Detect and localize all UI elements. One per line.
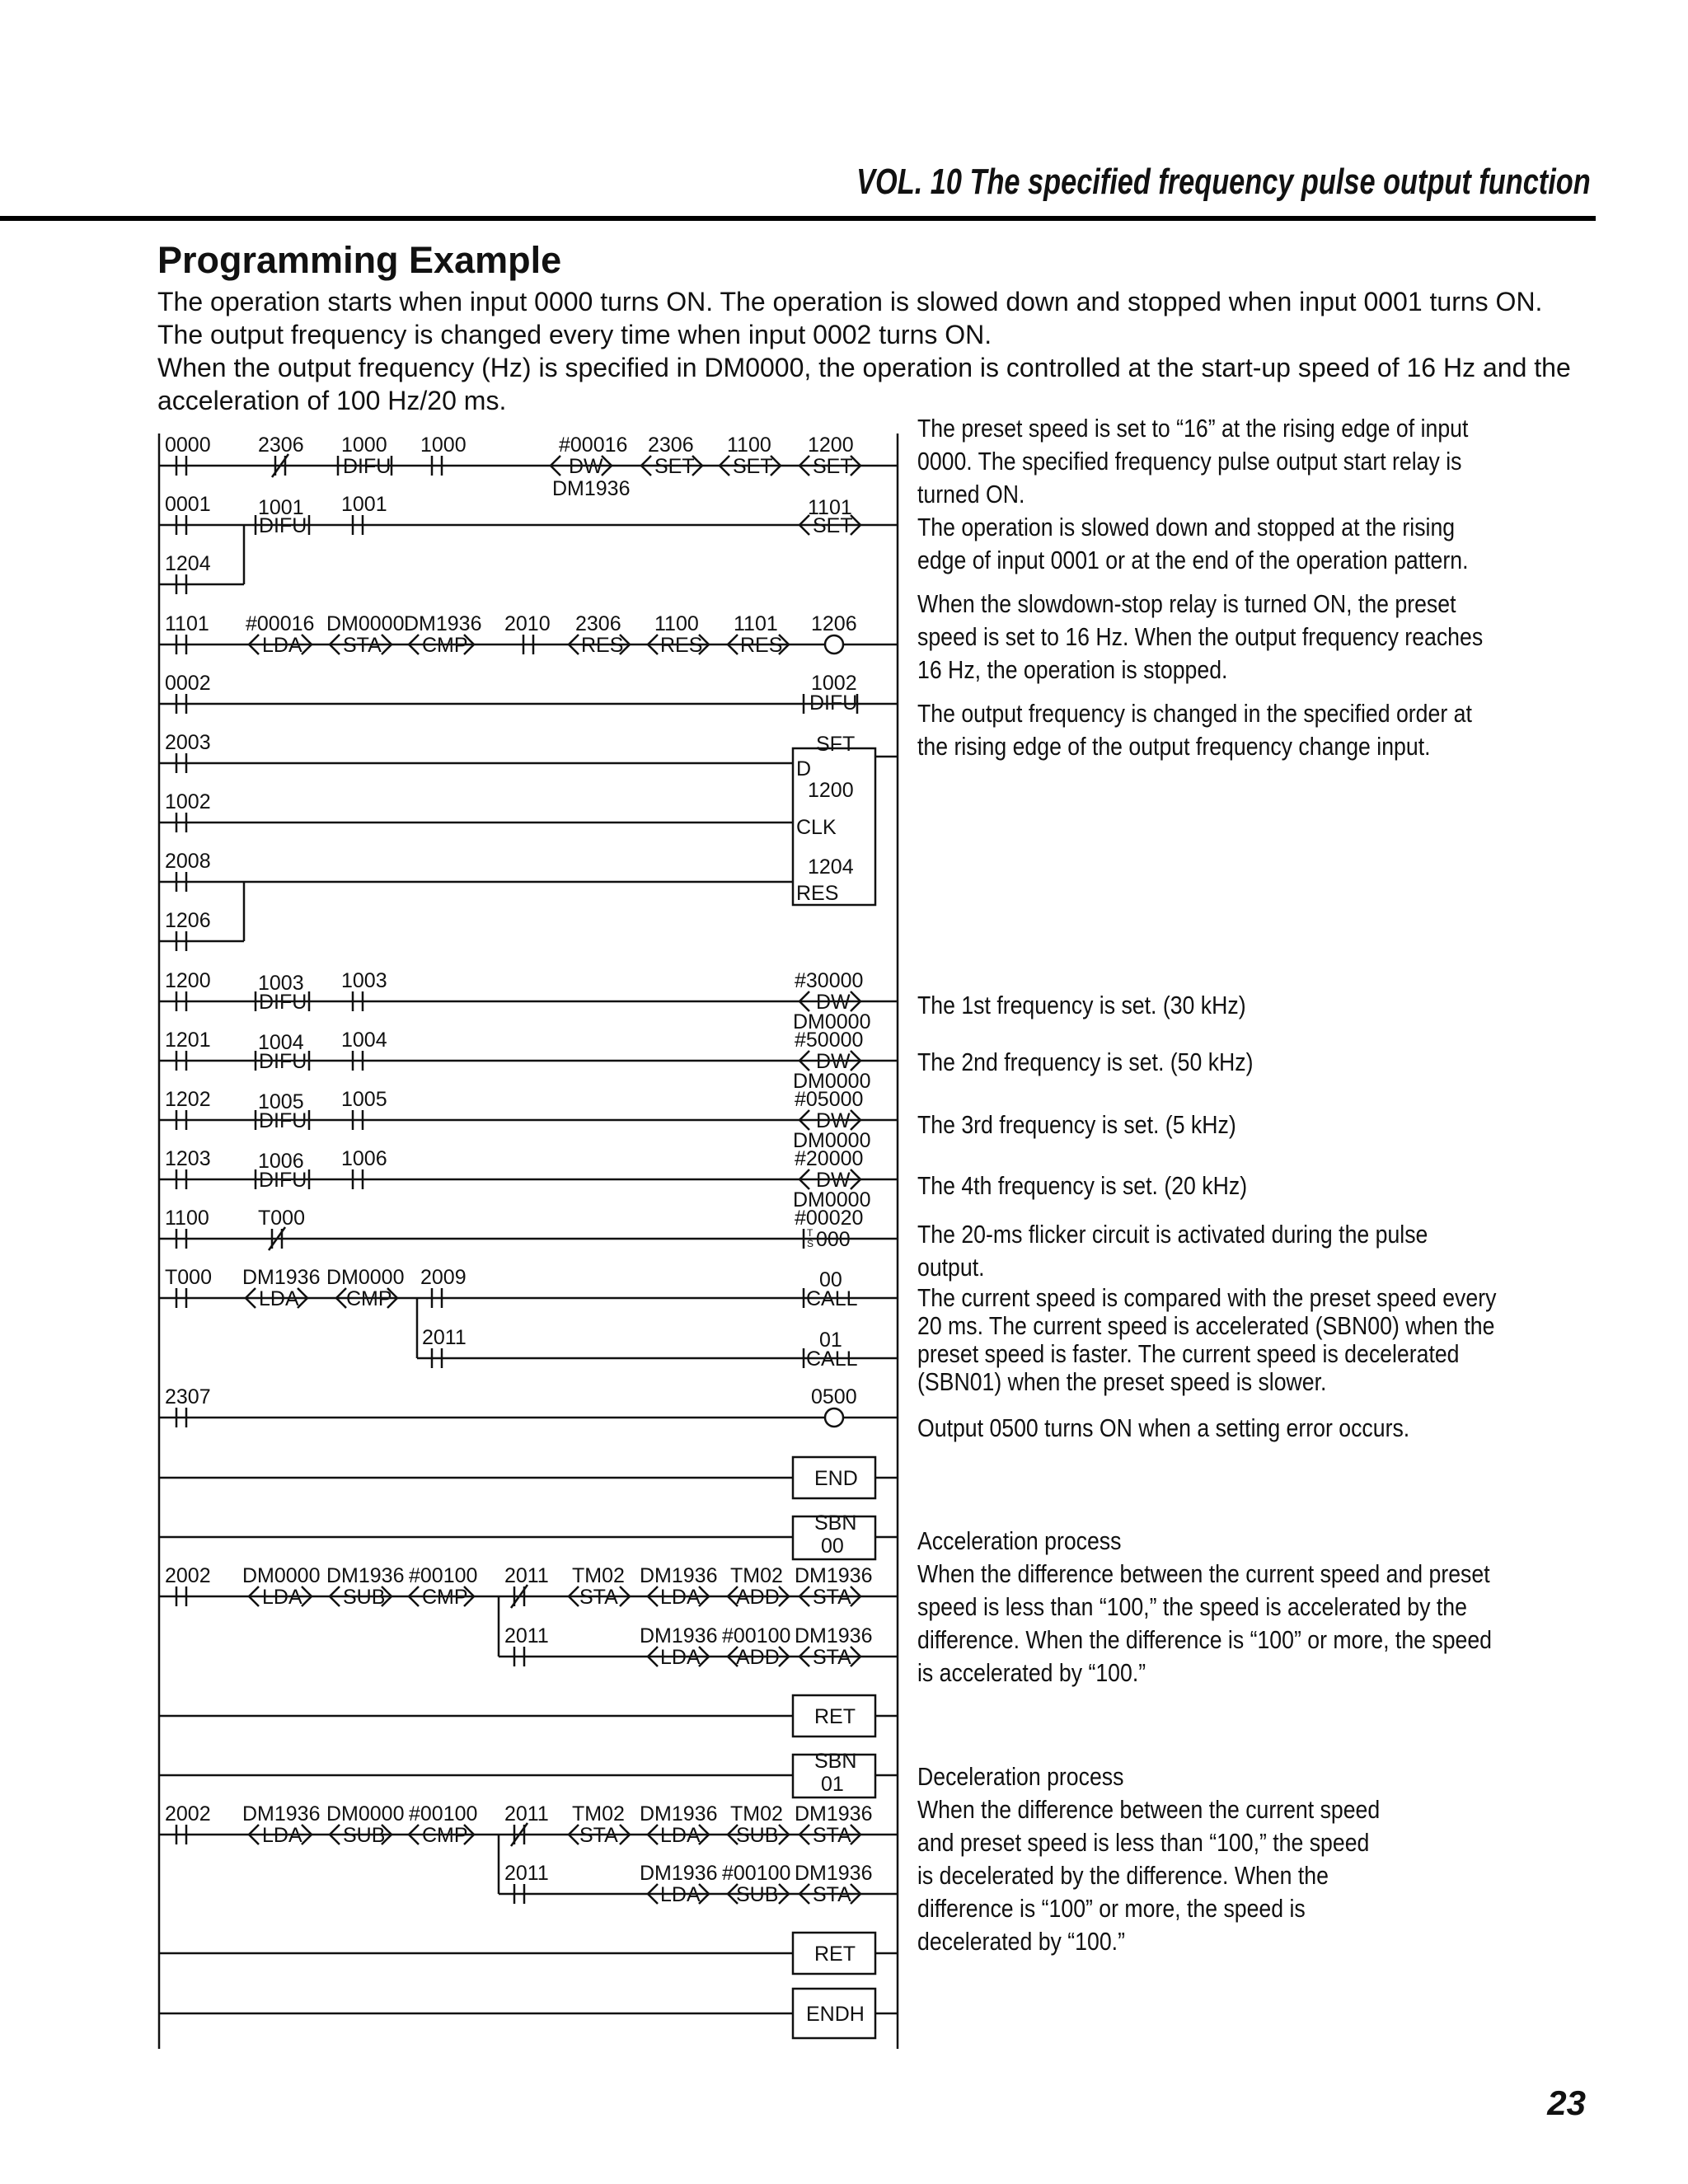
operand-label: DM1936 — [640, 1862, 718, 1885]
sft-label: SFT — [816, 733, 856, 756]
contact-label: 1100 — [165, 1207, 209, 1230]
contact-label: 2008 — [165, 850, 211, 873]
contact-label: 2011 — [504, 1624, 549, 1647]
contact-label: 1201 — [165, 1029, 211, 1052]
operand-label: #00100 — [722, 1624, 791, 1647]
difu-label: DIFU — [343, 455, 392, 478]
contact-label: 1006 — [258, 1150, 304, 1173]
operand-label: TM02 — [572, 1802, 625, 1825]
operand-label: DM0000 — [793, 1129, 871, 1152]
difu-label: DIFU — [259, 514, 307, 537]
operand-label: DM1936 — [640, 1564, 718, 1587]
operand-label: DM0000 — [242, 1564, 321, 1587]
contact-label: 1005 — [341, 1088, 387, 1111]
operand-label: #00100 — [722, 1862, 791, 1885]
contact-label: 0001 — [165, 493, 211, 516]
instruction-label: DW — [816, 991, 851, 1014]
operand-label: DM1936 — [795, 1862, 873, 1885]
comment-line: 0000. The specified frequency pulse output start relay is — [917, 447, 1462, 476]
intro-paragraph: The operation starts when input 0000 turns ON. The operation is slowed down and stopped when input 0001 turns ON. The output frequency is changed every time when input 0002 turns ON. — [157, 287, 1543, 349]
instruction-label: LDA — [262, 1824, 302, 1847]
operand-label: #20000 — [795, 1147, 864, 1170]
ret-label: RET — [814, 1705, 856, 1728]
comment-line: The preset speed is set to “16” at the rising edge of input — [917, 414, 1469, 443]
instruction-label: CMP — [422, 1586, 468, 1609]
comment-deceleration — [917, 1760, 1380, 1958]
instruction-label: ADD — [736, 1646, 780, 1669]
contact-label: T000 — [165, 1266, 212, 1289]
instruction-label: LDA — [660, 1824, 701, 1847]
coil-label: 1100 — [654, 612, 699, 635]
comment-line: difference is “100” or more, the speed is — [917, 1894, 1306, 1923]
instruction-label: SUB — [343, 1824, 386, 1847]
timer-s-label: S — [807, 1238, 814, 1249]
contact-label: 1004 — [341, 1029, 387, 1052]
page-number: 23 — [1547, 2083, 1586, 2122]
sft-res-label: RES — [796, 882, 839, 905]
comment-line: difference. When the difference is “100” or more, the speed — [917, 1625, 1493, 1654]
contact-label: 1000 — [420, 434, 467, 457]
contact-label: 1005 — [258, 1090, 304, 1113]
operand-label: TM02 — [730, 1802, 783, 1825]
comment-line: 20 ms. The current speed is accelerated (SBN00) when the — [917, 1311, 1495, 1340]
instruction-label: DW — [816, 1169, 851, 1192]
coil-label: 0500 — [811, 1385, 857, 1408]
comment-acceleration — [917, 1525, 1492, 1690]
comment-line: output. — [917, 1253, 985, 1282]
comment-line: the rising edge of the output frequency change input. — [917, 732, 1431, 761]
comment-freq-4: The 4th frequency is set. (20 kHz) — [917, 1171, 1248, 1200]
instruction-label: CMP — [422, 634, 468, 657]
instruction-label: SET — [813, 455, 853, 478]
instruction-label: DW — [816, 1050, 851, 1073]
contact-label: 1200 — [165, 969, 211, 992]
coil-label: 1101 — [808, 496, 852, 519]
contact-label: 1003 — [258, 972, 304, 995]
operand-label: DM1936 — [795, 1802, 873, 1825]
contact-label: 2011 — [422, 1326, 467, 1349]
contact-label: 2011 — [504, 1862, 549, 1885]
instruction-label: LDA — [660, 1646, 701, 1669]
operand-label: DM1936 — [795, 1564, 873, 1587]
instruction-label: SUB — [736, 1824, 779, 1847]
contact-label: 1003 — [341, 969, 387, 992]
contact-label: 1000 — [341, 434, 387, 457]
difu-label: DIFU — [259, 1050, 307, 1073]
timer-number: 000 — [816, 1228, 851, 1251]
timer-t-label: T — [807, 1227, 814, 1239]
endh-label: ENDH — [806, 2003, 865, 2026]
coil-label: 1206 — [811, 612, 857, 635]
operand-label: DM1936 — [242, 1266, 321, 1289]
intro-paragraph: When the output frequency (Hz) is specified in DM0000, the operation is controlled at the start-up speed of 16 Hz and the acceleration of 100 Hz/20 ms. — [157, 353, 1571, 415]
instruction-label: CMP — [422, 1824, 468, 1847]
comment-compare — [917, 1284, 1496, 1396]
call-number: 01 — [819, 1329, 842, 1352]
sbn-label: SBN — [814, 1511, 857, 1535]
sft-end-label: 1204 — [808, 855, 854, 879]
contact-label: 1006 — [341, 1147, 387, 1170]
instruction-label: CALL — [806, 1347, 858, 1371]
contact-label: 2009 — [420, 1266, 467, 1289]
sft-start-label: 1200 — [808, 779, 854, 802]
contact-label: 0000 — [165, 434, 211, 457]
contact-label: 2011 — [504, 1802, 549, 1825]
difu-label: DIFU — [259, 1109, 307, 1132]
instruction-label: RES — [581, 634, 624, 657]
instruction-label: STA — [813, 1883, 851, 1906]
comment-line: When the difference between the current speed — [917, 1795, 1381, 1824]
operand-label: #50000 — [795, 1029, 864, 1052]
operand-label: #30000 — [795, 969, 864, 992]
comment-line: When the difference between the current speed and preset — [917, 1559, 1490, 1588]
ret-label: RET — [814, 1943, 856, 1966]
operand-label: DM1936 — [552, 477, 631, 500]
contact-label: 1203 — [165, 1147, 211, 1170]
operand-label: DM0000 — [326, 1266, 405, 1289]
sbn-label: SBN — [814, 1750, 857, 1773]
operand-label: DM0000 — [793, 1188, 871, 1212]
operand-label: #00100 — [409, 1802, 478, 1825]
contact-label: 1001 — [258, 496, 304, 519]
coil-label: 2306 — [648, 434, 694, 457]
operand-label: DM1936 — [795, 1624, 873, 1647]
instruction-label: SUB — [736, 1883, 779, 1906]
instruction-label: DW — [816, 1109, 851, 1132]
contact-label: 2307 — [165, 1385, 211, 1408]
instruction-label: STA — [813, 1824, 851, 1847]
instruction-label: STA — [579, 1824, 618, 1847]
comment-line: The current speed is compared with the preset speed every — [917, 1283, 1497, 1312]
comment-freq-3: The 3rd frequency is set. (5 kHz) — [917, 1110, 1236, 1139]
instruction-label: CALL — [806, 1287, 858, 1310]
contact-label: 2003 — [165, 731, 211, 754]
operand-label: #00020 — [795, 1207, 864, 1230]
header-title: VOL. 10 The specified frequency pulse output function — [856, 162, 1591, 202]
instruction-label: STA — [579, 1586, 618, 1609]
operand-label: DM0000 — [793, 1070, 871, 1093]
section-title: Programming Example — [157, 239, 562, 281]
comment-line: The output frequency is changed in the specified order at — [917, 699, 1472, 728]
contact-label: 1001 — [341, 493, 387, 516]
instruction-label: SET — [654, 455, 695, 478]
comment-line: and preset speed is less than “100,” the speed — [917, 1828, 1370, 1857]
comment-line: 16 Hz, the operation is stopped. — [917, 655, 1228, 684]
difu-label: DIFU — [809, 691, 858, 715]
instruction-label: LDA — [660, 1586, 701, 1609]
comment-freq-2: The 2nd frequency is set. (50 kHz) — [917, 1047, 1254, 1076]
contact-label: 1002 — [165, 790, 211, 813]
comment-line: When the slowdown-stop relay is turned ON, the preset — [917, 589, 1456, 618]
end-label: END — [814, 1467, 858, 1490]
operand-label: DM0000 — [793, 1010, 871, 1033]
sft-clk-label: CLK — [796, 816, 837, 839]
operand-label: DM1936 — [640, 1802, 718, 1825]
coil-label: 1002 — [811, 672, 857, 695]
comment-flicker — [917, 1218, 1428, 1284]
contact-label: 2010 — [504, 612, 551, 635]
comment-line: turned ON. — [917, 480, 1025, 509]
difu-label: DIFU — [259, 1169, 307, 1192]
instruction-label: STA — [813, 1646, 851, 1669]
operand-label: DM1936 — [326, 1564, 405, 1587]
instruction-label: STA — [813, 1586, 851, 1609]
comment-line: The 20-ms flicker circuit is activated during the pulse — [917, 1220, 1428, 1249]
comment-line: edge of input 0001 or at the end of the operation pattern. — [917, 546, 1469, 574]
contact-label: 2002 — [165, 1802, 211, 1825]
instruction-label: SET — [813, 514, 853, 537]
coil-label: 1200 — [808, 434, 854, 457]
comment-line: speed is set to 16 Hz. When the output frequency reaches — [917, 622, 1484, 651]
instruction-label: LDA — [259, 1287, 299, 1310]
call-number: 00 — [819, 1268, 842, 1291]
operand-label: DM1936 — [242, 1802, 321, 1825]
contact-label: T000 — [258, 1207, 305, 1230]
operand-label: #00100 — [409, 1564, 478, 1587]
comment-line: Deceleration process — [917, 1762, 1124, 1791]
contact-label: 2306 — [258, 434, 304, 457]
contact-label: 1202 — [165, 1088, 211, 1111]
instruction-label: SUB — [343, 1586, 386, 1609]
comment-start — [917, 412, 1469, 577]
contact-label: 2002 — [165, 1564, 211, 1587]
instruction-label: RES — [660, 634, 703, 657]
sbn-number: 01 — [821, 1773, 844, 1796]
instruction-label: LDA — [262, 1586, 302, 1609]
coil-label: 2306 — [575, 612, 621, 635]
sft-d-label: D — [796, 757, 812, 780]
comment-freq-1: The 1st frequency is set. (30 kHz) — [917, 991, 1246, 1019]
instruction-label: SET — [733, 455, 773, 478]
contact-label: 1004 — [258, 1031, 304, 1054]
comment-line: is decelerated by the difference. When the — [917, 1861, 1329, 1890]
operand-label: TM02 — [572, 1564, 625, 1587]
operand-label: #00016 — [246, 612, 315, 635]
sbn-number: 00 — [821, 1535, 844, 1558]
comment-line: preset speed is faster. The current speed is decelerated — [917, 1339, 1460, 1368]
comment-line: Acceleration process — [917, 1526, 1122, 1555]
comment-line: speed is less than “100,” the speed is accelerated by the — [917, 1592, 1467, 1621]
operand-label: DM1936 — [404, 612, 482, 635]
comment-line: The operation is slowed down and stopped at the rising — [917, 513, 1456, 541]
operand-label: DM1936 — [640, 1624, 718, 1647]
instruction-label: STA — [343, 634, 382, 657]
comment-slowdown — [917, 588, 1483, 687]
contact-label: 2011 — [504, 1564, 549, 1587]
operand-label: #05000 — [795, 1088, 864, 1111]
comment-line: decelerated by “100.” — [917, 1927, 1125, 1956]
operand-label: #00016 — [559, 434, 628, 457]
operand-label: DM0000 — [326, 612, 405, 635]
instruction-label: DW — [569, 455, 603, 478]
instruction-label: LDA — [262, 634, 302, 657]
instruction-label: CMP — [346, 1287, 392, 1310]
operand-label: TM02 — [730, 1564, 783, 1587]
instruction-label: ADD — [736, 1586, 780, 1609]
coil-label: 1101 — [734, 612, 778, 635]
contact-label: 1206 — [165, 909, 211, 932]
operand-label: DM0000 — [326, 1802, 405, 1825]
comment-line: is accelerated by “100.” — [917, 1658, 1146, 1687]
comment-line: (SBN01) when the preset speed is slower. — [917, 1367, 1327, 1396]
instruction-label: RES — [740, 634, 783, 657]
comment-change — [917, 697, 1472, 763]
difu-label: DIFU — [259, 991, 307, 1014]
instruction-label: LDA — [660, 1883, 701, 1906]
coil-label: 1100 — [727, 434, 771, 457]
contact-label: 1204 — [165, 552, 211, 575]
contact-label: 0002 — [165, 672, 211, 695]
comment-error: Output 0500 turns ON when a setting error occurs. — [917, 1413, 1410, 1442]
contact-label: 1101 — [165, 612, 209, 635]
